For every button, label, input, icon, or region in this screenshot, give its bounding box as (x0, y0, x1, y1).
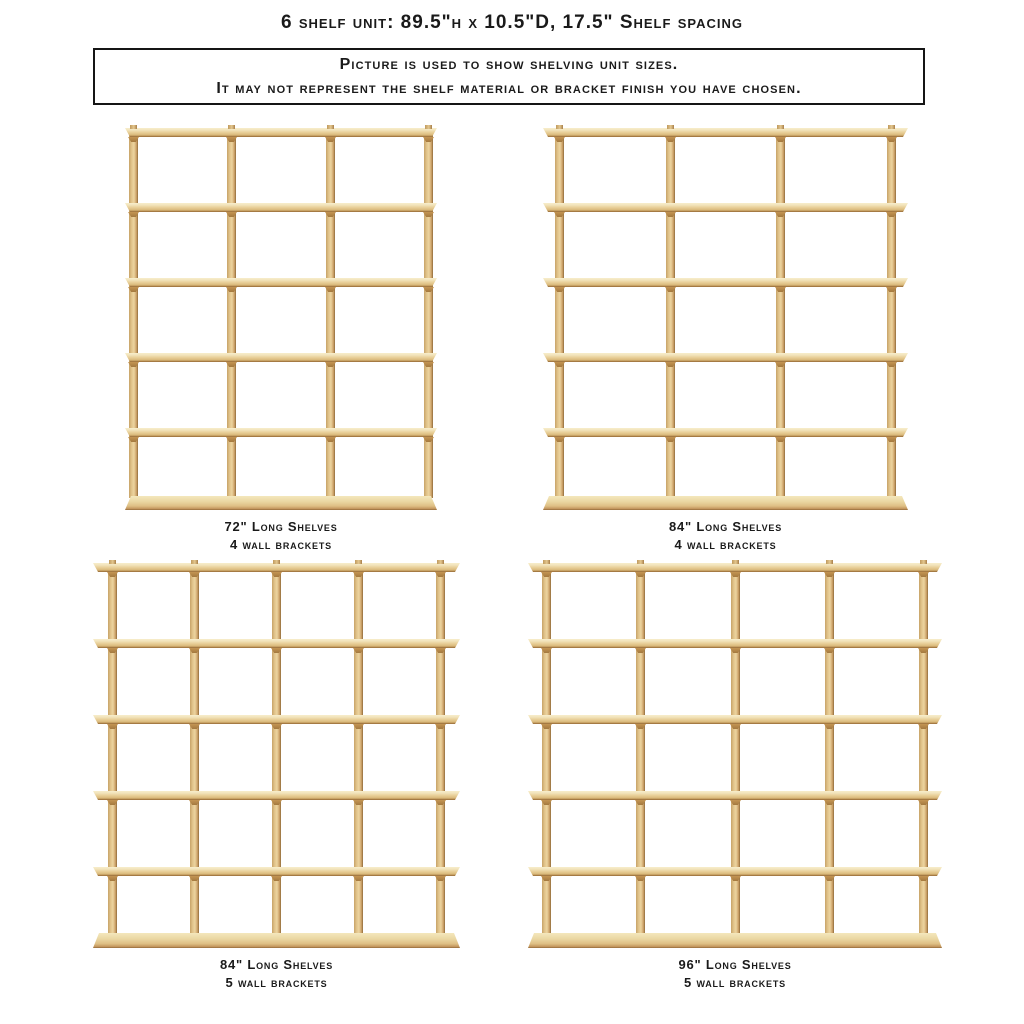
post-tenon (637, 560, 644, 564)
shelf-board (543, 353, 908, 362)
wall-bracket-post (424, 135, 433, 498)
post-tenon (826, 560, 833, 564)
shelf-board (93, 791, 460, 800)
unit-bracket-label: 5 wall brackets (684, 974, 786, 990)
unit-size-label: 84" Long Shelves (219, 957, 334, 972)
post-tenon (355, 560, 362, 564)
shelf-board (125, 278, 437, 287)
post-tenon (543, 560, 550, 564)
shelf-board (125, 428, 437, 437)
post-tenon (667, 125, 674, 129)
unit-caption (93, 956, 460, 991)
unit-caption (528, 956, 942, 991)
base-shelf (93, 933, 460, 948)
shelf-board (543, 203, 908, 212)
shelf-board (543, 278, 908, 287)
shelf-board (93, 563, 460, 572)
base-shelf (528, 933, 942, 948)
shelf-board (543, 128, 908, 137)
wall-bracket-post (666, 135, 675, 498)
shelf-board (528, 639, 942, 648)
shelf-board (93, 715, 460, 724)
post-tenon (425, 125, 432, 129)
page-title: 6 shelf unit: 89.5"h x 10.5"D, 17.5" Shelf spacing (281, 12, 743, 33)
post-tenon (273, 560, 280, 564)
notice-line-2: It may not represent the shelf material or bracket finish you have chosen. (216, 79, 802, 97)
shelf-board (543, 428, 908, 437)
shelf-board (125, 203, 437, 212)
unit-illustration (528, 563, 942, 948)
shelf-board (528, 563, 942, 572)
wall-bracket-post (227, 135, 236, 498)
post-tenon (109, 560, 116, 564)
shelf-board (93, 867, 460, 876)
unit-caption (125, 518, 437, 553)
post-tenon (130, 125, 137, 129)
unit-size-label: 96" Long Shelves (678, 957, 792, 972)
post-tenon (437, 560, 444, 564)
post-tenon (920, 560, 927, 564)
post-tenon (732, 560, 739, 564)
wall-bracket-post (326, 135, 335, 498)
post-tenon (191, 560, 198, 564)
post-tenon (228, 125, 235, 129)
notice-box (93, 48, 925, 105)
shelf-board (528, 715, 942, 724)
unit-size-label: 84" Long Shelves (668, 519, 783, 534)
unit-illustration (543, 128, 908, 510)
notice-line-1: Picture is used to show shelving unit sizes. (339, 55, 679, 73)
unit-bracket-label: 4 wall brackets (230, 536, 332, 552)
wall-bracket-post (129, 135, 138, 498)
shelf-board (125, 128, 437, 137)
base-shelf (125, 496, 437, 510)
base-shelf (543, 496, 908, 510)
shelving-unit-84in-5-brackets (93, 563, 460, 991)
shelf-board (528, 867, 942, 876)
post-tenon (327, 125, 334, 129)
unit-illustration (93, 563, 460, 948)
shelving-unit-72in-4-brackets (125, 128, 437, 553)
unit-bracket-label: 5 wall brackets (225, 974, 328, 990)
post-tenon (777, 125, 784, 129)
shelving-unit-96in-5-brackets (528, 563, 942, 991)
unit-caption (543, 518, 908, 553)
unit-size-label: 72" Long Shelves (224, 519, 338, 534)
shelf-board (528, 791, 942, 800)
shelf-board (93, 639, 460, 648)
unit-bracket-label: 4 wall brackets (674, 536, 777, 552)
unit-illustration (125, 128, 437, 510)
wall-bracket-post (887, 135, 896, 498)
wall-bracket-post (776, 135, 785, 498)
shelf-board (125, 353, 437, 362)
shelving-unit-84in-4-brackets (543, 128, 908, 553)
wall-bracket-post (555, 135, 564, 498)
post-tenon (556, 125, 563, 129)
post-tenon (888, 125, 895, 129)
